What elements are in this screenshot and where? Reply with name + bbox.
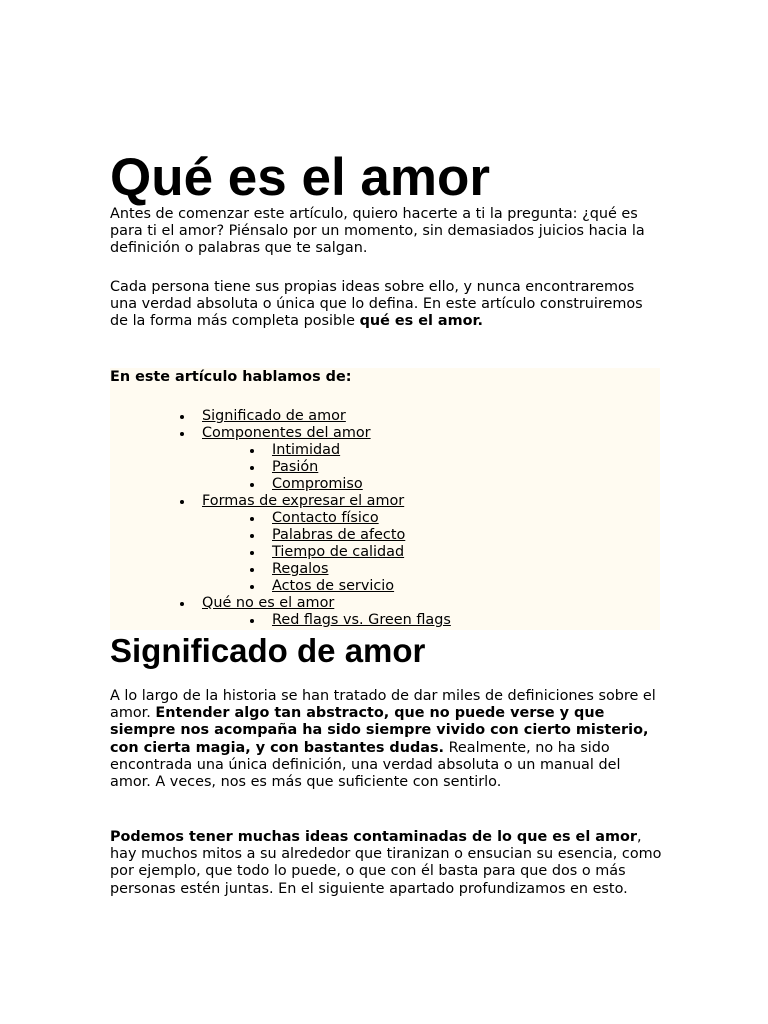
toc-item	[110, 578, 451, 595]
toc-item	[110, 459, 451, 476]
toc-link[interactable]: Contacto físico	[272, 510, 379, 526]
toc-heading: En este artículo hablamos de:	[110, 369, 352, 385]
toc-item	[110, 408, 451, 425]
toc-link[interactable]: Regalos	[272, 561, 329, 577]
table-of-contents-list	[110, 408, 451, 629]
toc-item	[110, 442, 451, 459]
toc-item	[110, 493, 451, 510]
intro-paragraph-1: Antes de comenzar este artículo, quiero hacerte a ti la pregunta: ¿qué es para ti el amor? Piénsalo por un momento, sin demasiados juicios hacia la definición o palabras que te salgan.	[110, 206, 645, 257]
toc-item	[110, 425, 451, 442]
page-title: Qué es el amor	[110, 148, 491, 207]
toc-item	[110, 476, 451, 493]
toc-link[interactable]: Qué no es el amor	[202, 595, 335, 611]
toc-link[interactable]: Tiempo de calidad	[272, 544, 405, 560]
toc-item	[110, 510, 451, 527]
toc-link[interactable]: Compromiso	[272, 476, 363, 492]
toc-item	[110, 595, 451, 612]
toc-item	[110, 561, 451, 578]
toc-link[interactable]: Componentes del amor	[202, 425, 371, 441]
intro-paragraph-2-bold: qué es el amor.	[359, 313, 484, 330]
section-paragraph-1-bold: Entender algo tan abstracto, que no puede verse y que siempre nos acompaña ha sido siempre vivido con cierto misterio, con cierta magia, y con bastantes dudas.	[110, 705, 649, 756]
section-paragraph-2-text: , hay muchos mitos a su alrededor que tiranizan o ensucian su esencia, como por ejemplo, que todo lo puede, o que con él basta para que dos o más personas estén juntas. En el siguiente apartado profundizamos en esto.	[110, 829, 662, 897]
toc-item	[110, 527, 451, 544]
section-paragraph-1	[110, 688, 662, 791]
toc-item	[110, 544, 451, 561]
section-paragraph-2-bold: Podemos tener muchas ideas contaminadas de lo que es el amor	[110, 829, 637, 845]
section-paragraph-1-text-b: Realmente, no ha sido encontrada una única definición, una verdad absoluta o un manual del amor. A veces, nos es más que suficiente con sentirlo.	[110, 739, 621, 791]
toc-link[interactable]: Formas de expresar el amor	[202, 493, 405, 509]
intro-paragraph-2	[110, 279, 662, 331]
toc-link[interactable]: Actos de servicio	[272, 578, 395, 594]
section-paragraph-2	[110, 829, 662, 898]
toc-link[interactable]: Palabras de afecto	[272, 527, 406, 543]
toc-link[interactable]: Intimidad	[272, 442, 341, 458]
section-paragraph-1-text-a: A lo largo de la historia se han tratado de dar miles de definiciones sobre el amor.	[110, 688, 656, 722]
toc-link[interactable]: Pasión	[272, 459, 319, 475]
intro-paragraph-2-text: Cada persona tiene sus propias ideas sobre ello, y nunca encontraremos una verdad absoluta o única que lo defina. En este artículo construiremos de la forma más completa posible	[110, 279, 643, 330]
toc-item	[110, 612, 451, 629]
section-title-significado: Significado de amor	[110, 632, 426, 669]
toc-link[interactable]: Red flags vs. Green flags	[272, 612, 451, 628]
toc-link[interactable]: Significado de amor	[202, 408, 346, 424]
